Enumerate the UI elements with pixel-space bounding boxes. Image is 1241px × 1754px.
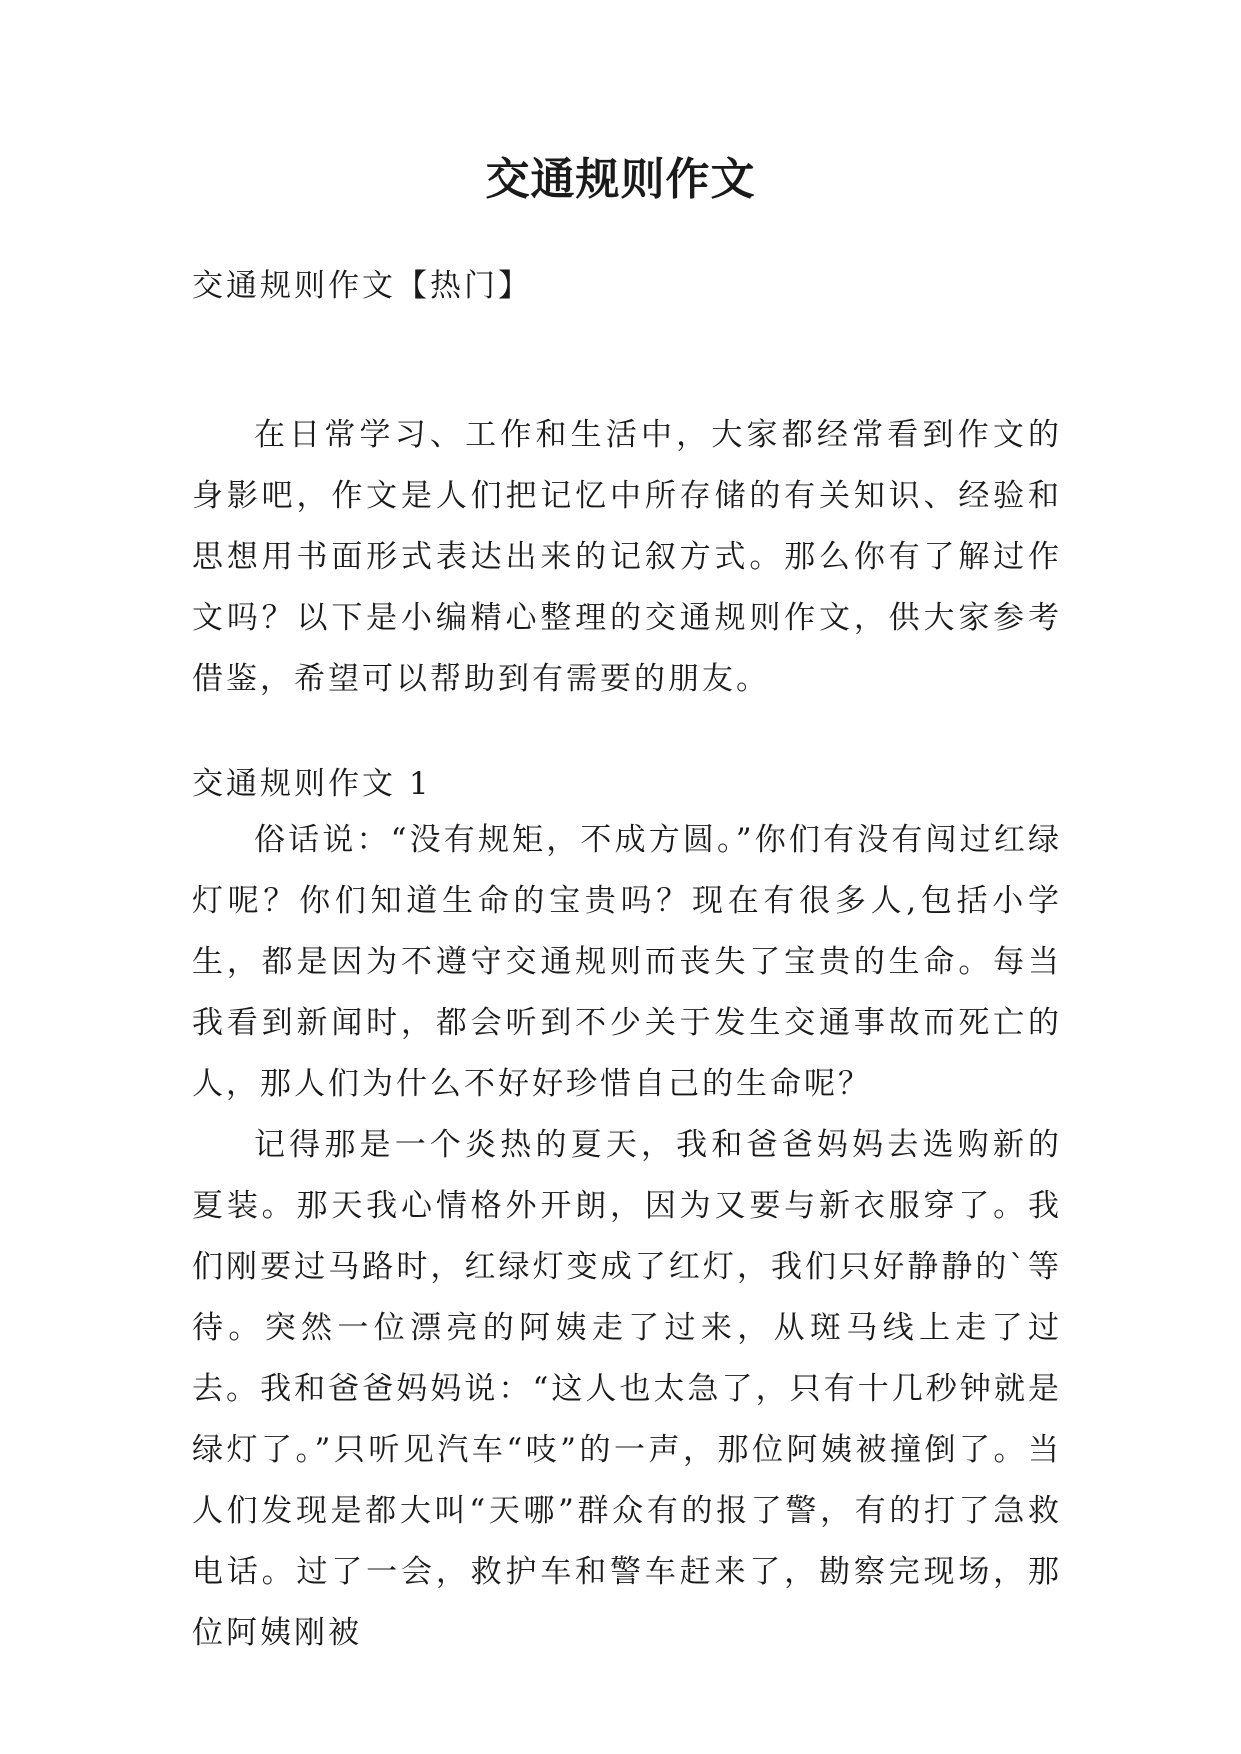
document-title: 交通规则作文	[485, 154, 756, 205]
document-subtitle: 交通规则作文【热门】	[192, 268, 532, 304]
intro-section	[192, 405, 1062, 710]
essay-paragraph-1: 俗话说：“没有规矩，不成方圆。”你们有没有闯过红绿灯呢？你们知道生命的宝贵吗？现在有很多人,包括小学生，都是因为不遵守交通规则而丧失了宝贵的生命。每当我看到新闻时，都会听到不少关于发生交通事故而死亡的人，那人们为什么不好好珍惜自己的生命呢？	[192, 822, 1062, 1102]
essay-paragraph-2: 记得那是一个炎热的夏天，我和爸爸妈妈去选购新的夏装。那天我心情格外开朗，因为又要与新衣服穿了。我们刚要过马路时，红绿灯变成了红灯，我们只好静静的`等待。突然一位漂亮的阿姨走了过来，从斑马线上走了过去。我和爸爸妈妈说：“这人也太急了，只有十几秒钟就是绿灯了。”只听见汽车“吱”的一声，那位阿姨被撞倒了。当人们发现是都大叫“天哪”群众有的报了警，有的打了急救电话。过了一会，救护车和警车赶来了，勘察完现场，那位阿姨刚被	[192, 1127, 1062, 1651]
intro-paragraph: 在日常学习、工作和生活中，大家都经常看到作文的身影吧，作文是人们把记忆中所存储的有关知识、经验和思想用书面形式表达出来的记叙方式。那么你有了解过作文吗？以下是小编精心整理的交通规则作文，供大家参考借鉴，希望可以帮助到有需要的朋友。	[192, 417, 1062, 697]
section-heading: 交通规则作文 1	[192, 766, 432, 802]
essay-body	[192, 810, 1062, 1664]
